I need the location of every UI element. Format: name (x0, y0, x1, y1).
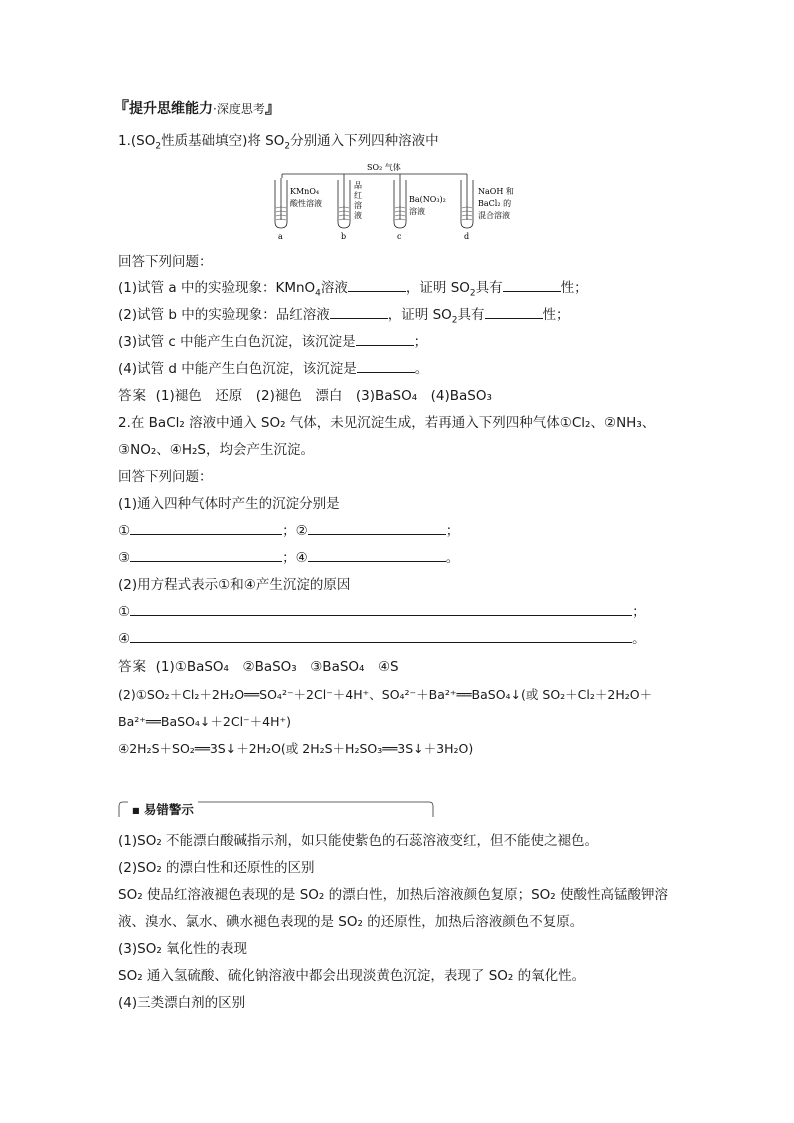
test-tube-a-icon (275, 178, 287, 228)
q1-stem: $1.(SO_2$性质基础填空)将 $SO_2$分别通入下列四种溶液中 (118, 133, 439, 152)
q2-answer-2a: (2)①SO₂＋Cl₂＋2H₂O══SO₄²⁻＋2Cl⁻＋4H⁺、SO₄²⁻＋Ba²⁺══BaSO₄↓(或 SO₂＋Cl₂＋2H₂O＋ (118, 687, 653, 702)
q1-prompt: 回答下列问题： (118, 254, 213, 270)
answer-blank[interactable] (308, 549, 446, 562)
answer-blank[interactable] (503, 279, 561, 292)
q2-answer-2c: ④2H₂S＋SO₂══3S↓＋2H₂O(或 2H₂S＋H₂SO₃══3S↓＋3H₂O) (118, 741, 474, 756)
section-dot: · (213, 102, 217, 116)
answer-blank[interactable] (330, 306, 388, 319)
warning-line-2: (2)SO₂ 的漂白性和还原性的区别 (118, 860, 315, 876)
answer-blank[interactable] (356, 333, 414, 346)
warning-line-1: (1)SO₂ 不能漂白酸碱指示剂，如只能使紫色的石蕊溶液变红，但不能使之褪色。 (118, 833, 599, 849)
q1-item-4: (4)试管 d 中能产生白色沉淀，该沉淀是 。 (118, 361, 429, 377)
test-tube-figure (262, 160, 542, 242)
svg-text:酸性溶液: 酸性溶液 (290, 199, 322, 208)
q2-blank-row-1: ① ；② ； (118, 523, 460, 539)
q2-answer-2b: Ba²⁺══BaSO₄↓＋2Cl⁻＋4H⁺) (118, 714, 291, 729)
svg-text:NaOH 和: NaOH 和 (478, 187, 514, 196)
warning-line-4: 液、溴水、氯水、碘水褪色表现的是 SO₂ 的还原性，加热后溶液颜色不复原。 (118, 914, 584, 930)
tube-d-letter: d (464, 232, 470, 241)
svg-text:红: 红 (354, 191, 362, 200)
svg-text:KMnO₄: KMnO₄ (290, 187, 320, 196)
answer-label: 答案 (118, 388, 147, 404)
q1-answer: 答案 (1)褪色 还原 (2)褪色 漂白 (3)BaSO₄ (4)BaSO₃ (118, 388, 492, 404)
warning-line-7: (4)三类漂白剂的区别 (118, 995, 246, 1011)
q2-blank-row-3: ① ； (118, 604, 646, 620)
q1-item-3: (3)试管 c 中能产生白色沉淀，该沉淀是 ； (118, 334, 428, 350)
answer-blank[interactable] (348, 279, 406, 292)
warning-title: ■ 易错警示 (128, 800, 198, 818)
q2-prompt: 回答下列问题： (118, 469, 213, 485)
answer-label: 答案 (118, 659, 147, 675)
q2-stem-line-2: ③NO₂、④H₂S，均会产生沉淀。 (118, 442, 314, 458)
q2-sub-1: (1)通入四种气体时产生的沉淀分别是 (118, 496, 340, 512)
answer-blank[interactable] (130, 603, 632, 616)
svg-text:液: 液 (354, 211, 362, 220)
open-bracket-icon: 『 (113, 98, 130, 117)
answer-blank[interactable] (485, 306, 543, 319)
close-bracket-icon: 』 (264, 98, 281, 117)
section-header (113, 98, 281, 119)
warning-line-3: SO₂ 使品红溶液褪色表现的是 SO₂ 的漂白性，加热后溶液颜色复原；SO₂ 使酸性高锰酸钾溶 (118, 887, 668, 903)
svg-text:品: 品 (354, 181, 362, 190)
q1-item-2: (2)试管 b 中的实验现象：品红溶液 ，证明 $SO_2$具有 性； (118, 307, 570, 326)
svg-text:溶: 溶 (354, 201, 362, 210)
q1-item-1: (1)试管 a 中的实验现象：KMnO$_4$溶液 ，证明 $SO_2$具有 性； (118, 280, 588, 299)
answer-blank[interactable] (130, 549, 282, 562)
q2-blank-row-2: ③ ；④ 。 (118, 550, 460, 566)
svg-text:Ba(NO₃)₂: Ba(NO₃)₂ (409, 195, 446, 204)
test-tube-d-icon (461, 178, 473, 228)
answer-blank[interactable] (308, 522, 446, 535)
section-title: 提升思维能力 (129, 101, 214, 117)
warning-line-6: SO₂ 通入氢硫酸、硫化钠溶液中都会出现淡黄色沉淀，表现了 SO₂ 的氧化性。 (118, 968, 586, 984)
q2-sub-2: (2)用方程式表示①和④产生沉淀的原因 (118, 577, 351, 593)
q2-stem-line-1: 2.在 BaCl₂ 溶液中通入 SO₂ 气体，未见沉淀生成，若再通入下列四种气体①Cl₂、②NH₃、 (118, 415, 656, 431)
test-tube-c-icon (394, 178, 406, 228)
warning-line-5: (3)SO₂ 氧化性的表现 (118, 941, 248, 957)
svg-text:BaCl₂ 的: BaCl₂ 的 (478, 199, 512, 208)
tube-a-letter: a (278, 232, 283, 241)
svg-text:溶液: 溶液 (409, 207, 425, 216)
answer-blank[interactable] (357, 360, 415, 373)
q2-answer-1: 答案 (1)①BaSO₄ ②BaSO₃ ③BaSO₄ ④S (118, 659, 399, 675)
section-subtitle: 深度思考 (216, 102, 265, 116)
tube-c-letter: c (397, 232, 402, 241)
gas-label: SO₂ 气体 (367, 163, 401, 172)
svg-text:混合溶液: 混合溶液 (478, 211, 510, 220)
tube-b-letter: b (341, 232, 347, 241)
q2-blank-row-4: ④ 。 (118, 631, 646, 647)
answer-blank[interactable] (130, 522, 282, 535)
test-tube-b-icon (338, 178, 350, 228)
square-bullet-icon: ■ (132, 806, 140, 815)
answer-blank[interactable] (130, 630, 632, 643)
